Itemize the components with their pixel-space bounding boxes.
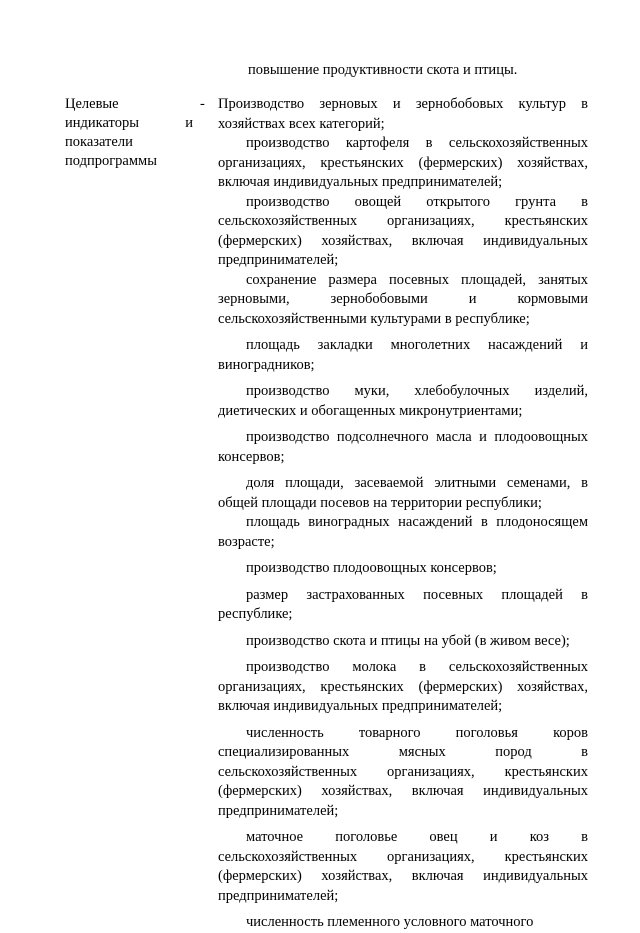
separator-dash: - — [200, 96, 205, 112]
label-text: показатели — [65, 134, 133, 150]
indicator-item: площадь закладки многолетних насаждений и виноградников; — [218, 337, 588, 373]
label-line — [65, 114, 193, 133]
label-text: подпрограммы — [65, 153, 157, 169]
indicator-item: производство подсолнечного масла и плодоовощных консервов; — [218, 429, 588, 465]
row-label — [65, 95, 193, 171]
label-line — [65, 152, 193, 171]
label-text: Целевые — [65, 96, 119, 112]
indicator-item: численность товарного поголовья коров специализированных мясных пород в сельскохозяйственных организациях, крестьянских (фермерских) хозяйствах, включая индивидуальных предпринимателей; — [218, 724, 588, 819]
indicator-item: производство плодоовощных консервов; — [246, 560, 497, 576]
indicator-item: производство скота и птицы на убой (в живом весе); — [246, 632, 570, 649]
indicator-item: производство муки, хлебобулочных изделий, диетических и обогащенных микронутриентами; — [218, 383, 588, 419]
label-line — [65, 95, 193, 114]
indicator-item: производство молока в сельскохозяйственных организациях, крестьянских (фермерских) хозяйствах, включая индивидуальных предпринимателей; — [218, 659, 588, 714]
previous-section-continuation: повышение продуктивности скота и птицы. — [248, 62, 518, 78]
indicator-list — [218, 95, 588, 933]
indicator-item: численность племенного условного маточного — [246, 914, 534, 930]
indicator-item: площадь виноградных насаждений в плодоносящем возрасте; — [218, 514, 588, 550]
indicator-item: маточное поголовье овец и коз в сельскохозяйственных организациях, крестьянских (фермерских) хозяйствах, включая индивидуальных предпринимателей; — [218, 829, 588, 904]
indicator-item: доля площади, засеваемой элитными семенами, в общей площади посевов на территории республики; — [218, 475, 588, 511]
indicator-item: производство овощей открытого грунта в сельскохозяйственных организациях, крестьянских (фермерских) хозяйствах, включая индивидуальных предпринимателей; — [218, 193, 588, 268]
indicator-item: размер застрахованных посевных площадей в республике; — [218, 586, 588, 622]
label-text: и — [185, 115, 193, 131]
indicator-item: производство картофеля в сельскохозяйственных организациях, крестьянских (фермерских) хозяйствах, включая индивидуальных предпринимателей; — [218, 135, 588, 190]
indicator-item: сохранение размера посевных площадей, занятых зерновыми, зернобобовыми и кормовыми сельскохозяйственными культурами в республике; — [218, 271, 588, 327]
indicator-item: Производство зерновых и зернобобовых культур в хозяйствах всех категорий; — [218, 96, 588, 132]
label-text: индикаторы — [65, 115, 139, 131]
label-line — [65, 133, 193, 152]
